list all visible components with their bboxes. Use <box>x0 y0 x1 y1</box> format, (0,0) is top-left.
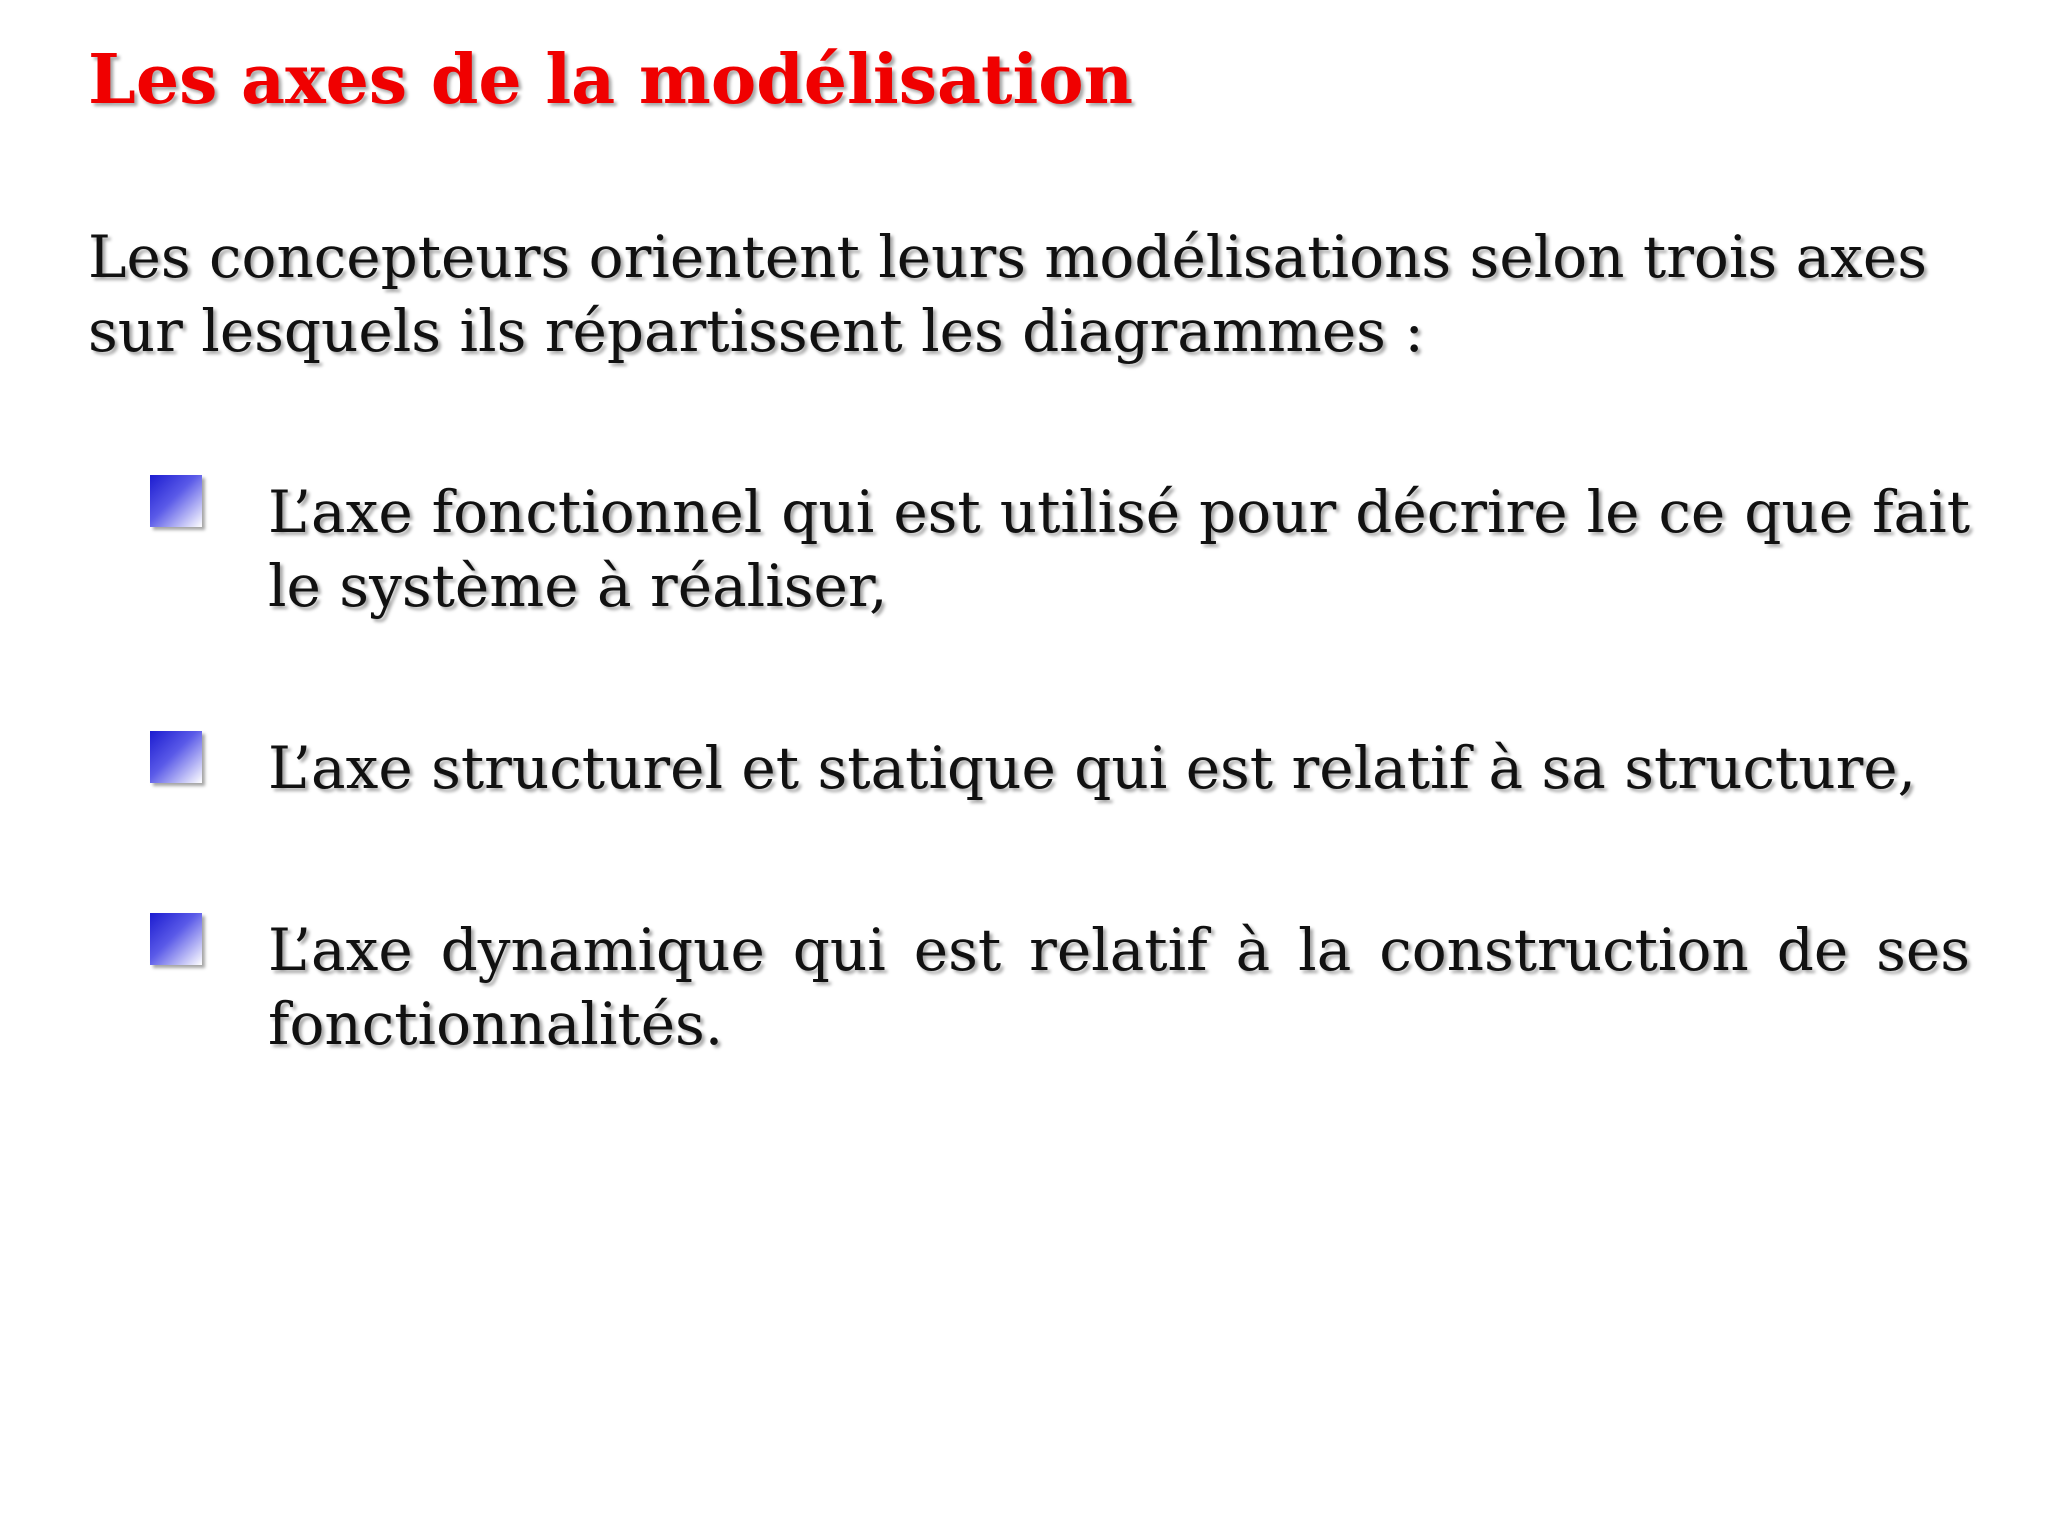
square-bullet-icon <box>150 475 202 527</box>
bullet-item-structural-axis <box>150 731 1970 805</box>
intro-paragraph: Les concepteurs orientent leurs modélisations selon trois axes sur lesquels ils répartissent les diagrammes : <box>88 223 1927 365</box>
bullet-text-structural-axis: L’axe structurel et statique qui est relatif à sa structure, <box>268 734 1917 802</box>
bullet-item-dynamic-axis <box>150 913 1970 1061</box>
bullet-text-dynamic-axis: L’axe dynamique qui est relatif à la construction de ses fonctionnalités. <box>268 916 1970 1058</box>
square-bullet-icon <box>150 731 202 783</box>
square-bullet-icon <box>150 913 202 965</box>
bullet-text-functional-axis: L’axe fonctionnel qui est utilisé pour décrire le ce que fait le système à réaliser, <box>268 478 1970 620</box>
bullet-list <box>150 475 1970 1061</box>
slide-title: Les axes de la modélisation <box>88 40 1134 120</box>
bullet-item-functional-axis <box>150 475 1970 623</box>
